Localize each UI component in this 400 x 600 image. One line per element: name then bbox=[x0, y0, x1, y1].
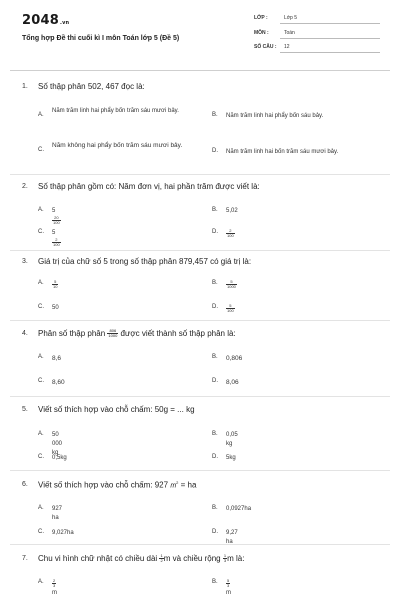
question-4: 4. Phân số thập phân $\frac{806}{1000}$ được viết thành số thập phân là: A. 8,6 B. 0,806 C. 8,60 D. 8,06 bbox=[22, 328, 243, 386]
meta-question-count: SỐ CÂU : 12 bbox=[254, 41, 380, 53]
fraction: $\frac{5}{100}$ bbox=[227, 303, 234, 313]
fraction: $\frac{2}{100}$ bbox=[53, 237, 60, 247]
site-logo[interactable]: 2048.vn bbox=[22, 13, 70, 28]
question-2: 2. Số thập phân gồm có: Năm đơn vị, hai phần trăm được viết là: A. 5 $\frac{20}{100}$ B. 5,02 C. 5 $\frac{2}{100}$ D. $\frac{2}{100}$ bbox=[22, 182, 260, 247]
fraction: $\frac{1}{3}$ bbox=[223, 553, 227, 564]
header-divider bbox=[10, 70, 390, 71]
exam-header bbox=[0, 0, 400, 70]
fraction: $\frac{2}{3}$ bbox=[53, 578, 56, 588]
question-3: 3. Giá trị của chữ số 5 trong số thập phân 879,457 có giá trị là: A. $\frac{5}{10}$ B. $\frac{5}{1000}$ C. 50 D. $\frac{5}{100}$ bbox=[22, 257, 252, 313]
question-1: 1. Số thập phân 502, 467 đọc là: A. Năm trăm linh hai phẩy bốn trăm sáu mươi bảy. B. Năm trăm linh hai phẩy bốn sáu bảy. C. Năm không hai phẩy bốn trăm sáu mươi bảy. D. Năm trăm linh hai bốn trăm sáu mươi bảy. bbox=[22, 82, 339, 155]
fraction: $\frac{5}{1000}$ bbox=[227, 279, 236, 289]
fraction: $\frac{806}{1000}$ bbox=[108, 328, 118, 339]
question-5: 5. Viết số thích hợp vào chỗ chấm: 50g = ... kg A. 50 000 kg B. 0,05 kg C. 0,5kg D. 5kg bbox=[22, 405, 238, 461]
question-7: 7. Chu vi hình chữ nhật có chiều dài $\frac{1}{2}$ m và chiều rộng $\frac{1}{3}$ m là: A. $\frac{2}{3}$ m B. $\frac{5}{3}$ m bbox=[22, 553, 245, 597]
meta-subject: MÔN : Toán bbox=[254, 27, 380, 39]
fraction: $\frac{1}{2}$ bbox=[160, 553, 163, 564]
question-6: 6. Viết số thích hợp vào chỗ chấm: 927 $m^2$ = ha A. 927 ha B. 0,0927ha C. 9,027ha D. 9,27 ha bbox=[22, 480, 252, 545]
meta-grade: LỚP : Lớp 5 bbox=[254, 12, 380, 24]
fraction: $\frac{5}{3}$ bbox=[227, 578, 230, 588]
fraction: $\frac{2}{100}$ bbox=[227, 228, 234, 238]
fraction: $\frac{5}{10}$ bbox=[53, 279, 58, 289]
fraction: $\frac{20}{100}$ bbox=[53, 215, 60, 225]
document-title: Tổng hợp Đề thi cuối kì I môn Toán lớp 5 (Đề 5) bbox=[22, 35, 180, 42]
